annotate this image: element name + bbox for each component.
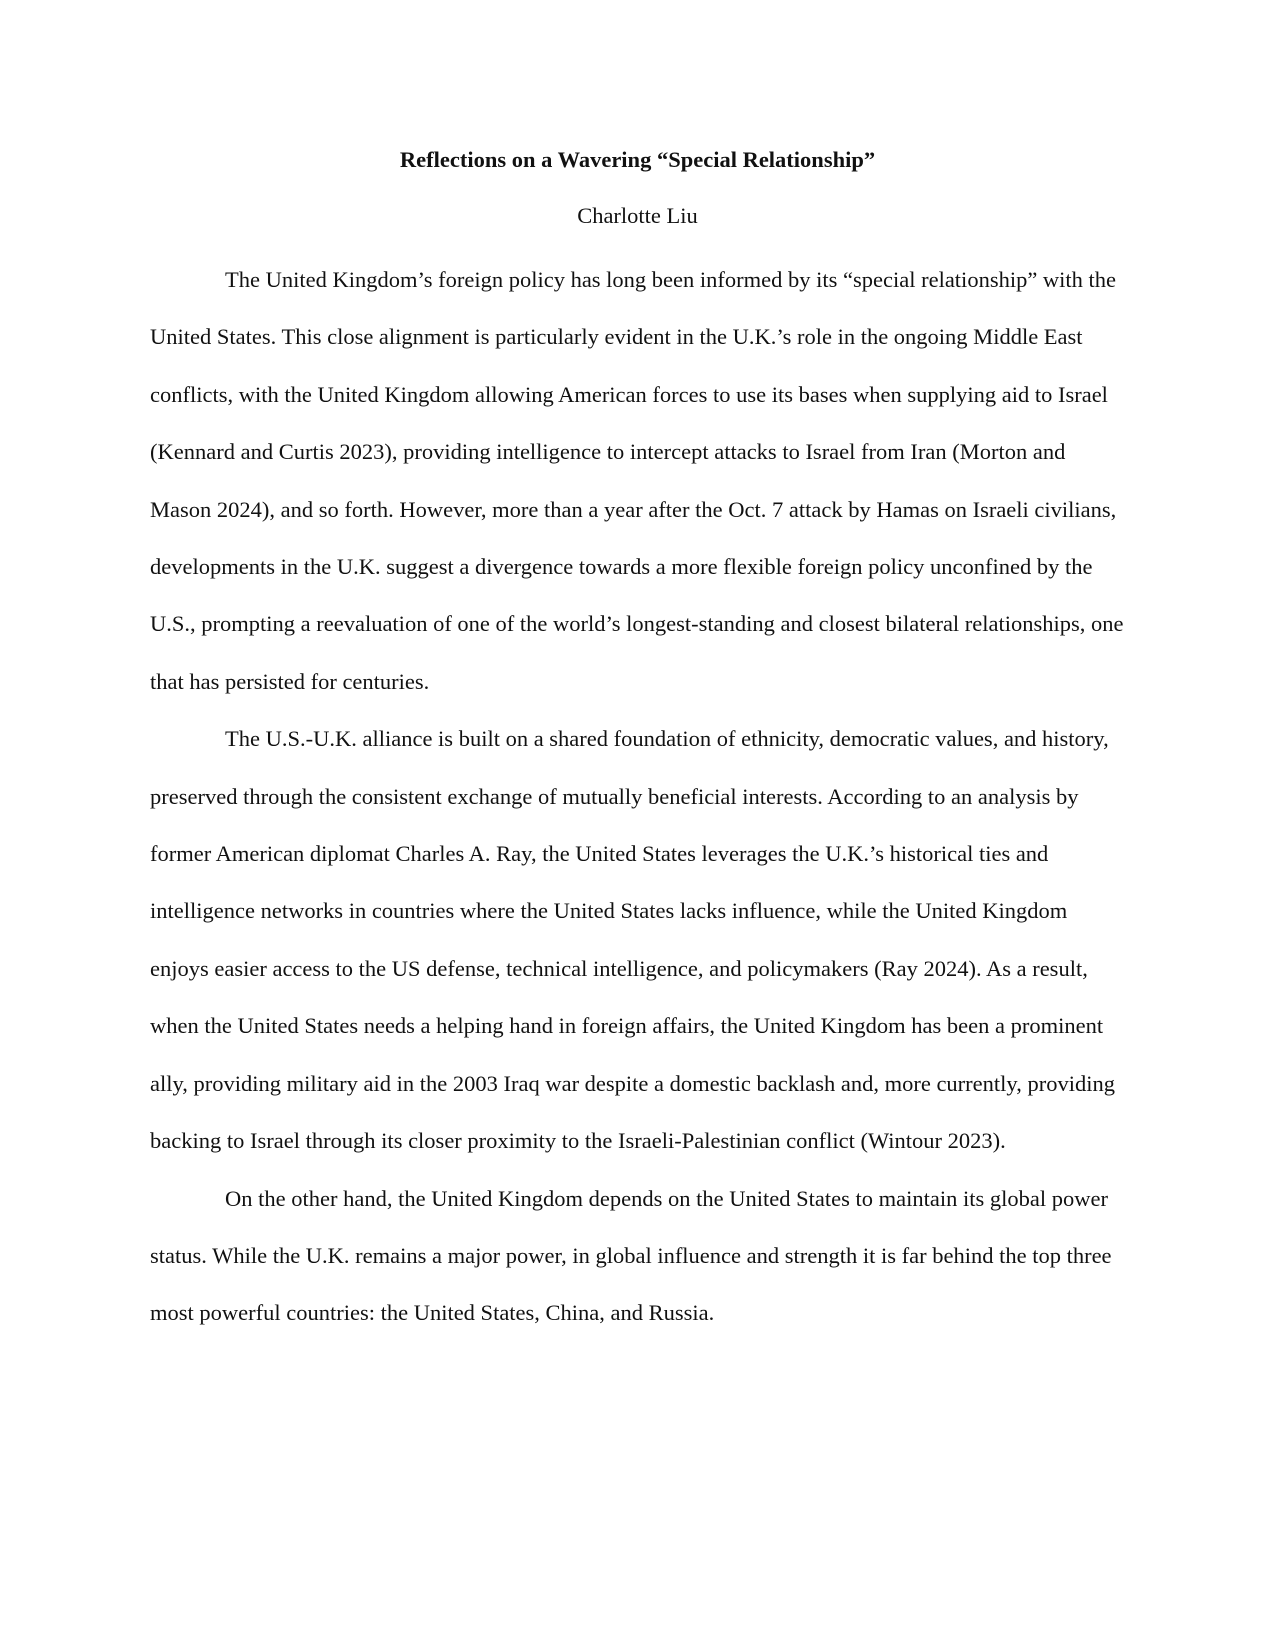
author-name: Charlotte Liu [577,203,698,228]
paragraph-3: On the other hand, the United Kingdom depends on the United States to maintain its global power status. While the U.K. remains a major power, in global influence and strength it is far behind the top three most powerful countries: the United States, China, and Russia. [150,1185,1112,1326]
body-text [150,251,1130,1342]
document-title: Reflections on a Wavering “Special Relationship” [399,147,876,172]
paragraph-2: The U.S.-U.K. alliance is built on a shared foundation of ethnicity, democratic values, and history, preserved through the consistent exchange of mutually beneficial interests. According to an analysis by former American diplomat Charles A. Ray, the United States leverages the U.K.’s historical ties and intelligence networks in countries where the United States lacks influence, while the United Kingdom enjoys easier access to the US defense, technical intelligence, and policymakers (Ray 2024). As a result, when the United States needs a helping hand in foreign affairs, the United Kingdom has been a prominent ally, providing military aid in the 2003 Iraq war despite a domestic backlash and, more currently, providing backing to Israel through its closer proximity to the Israeli-Palestinian conflict (Wintour 2023). [150,726,1115,1154]
paragraph-1: The United Kingdom’s foreign policy has long been informed by its “special relationship” with the United States. This close alignment is particularly evident in the U.K.’s role in the ongoing Middle East conflicts, with the United Kingdom allowing American forces to use its bases when supplying aid to Israel (Kennard and Curtis 2023), providing intelligence to intercept attacks to Israel from Iran (Morton and Mason 2024), and so forth. However, more than a year after the Oct. 7 attack by Hamas on Israeli civilians, developments in the U.K. suggest a divergence towards a more flexible foreign policy unconfined by the U.S., prompting a reevaluation of one of the world’s longest-standing and closest bilateral relationships, one that has persisted for centuries. [150,267,1124,694]
